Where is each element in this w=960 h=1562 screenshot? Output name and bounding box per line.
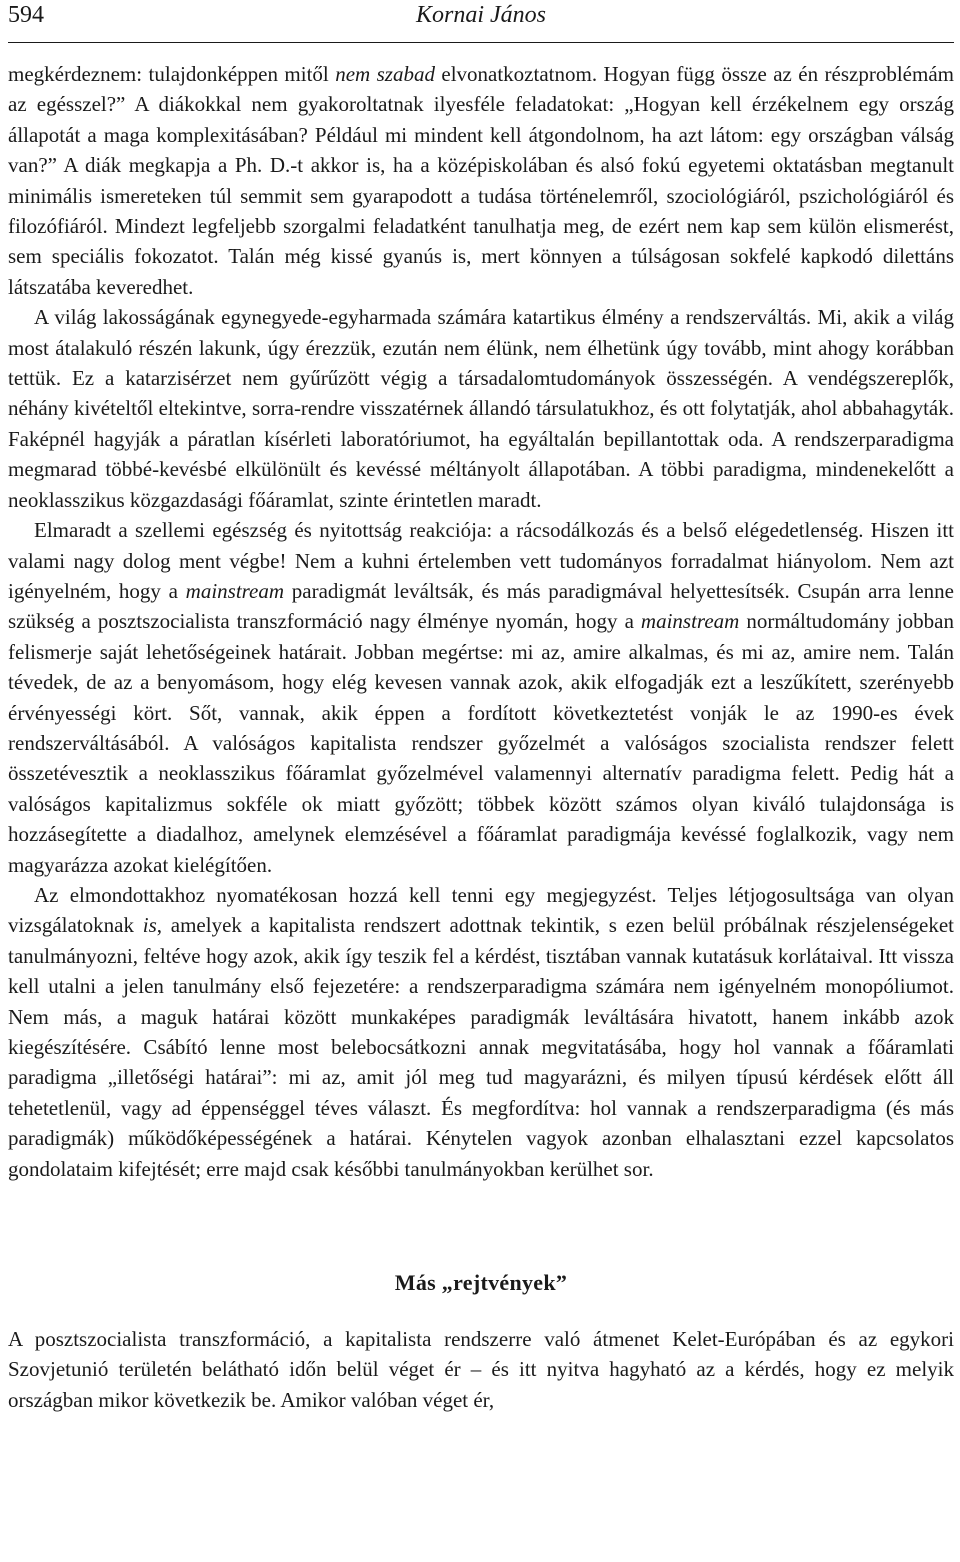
emphasis: nem szabad	[335, 62, 435, 86]
paragraph-4: Az elmondottakhoz nyomatékosan hozzá kell tenni egy megjegyzést. Teljes létjogosultsága van olyan vizsgálatoknak is, amelyek a kapitalista rendszert adottnak tekintik, s ezen belül próbálnak részjelenségeket tanulmányozni, feltéve hogy azok, akik így teszik fel a kérdést, tisztában vannak kutatásuk korlátaival. Itt vissza kell utalni a jelen tanulmány első fejezetére: a rendszerparadigma számára nem igényelném monopóliumot. Nem más, a maguk határai között munkaképes paradigmák leváltására hivatott, hanem inkább azok kiegészítésére. Csábító lenne most belebocsátkozni annak megvitatásába, hogy hol vannak a főáramlati paradigma „illetőségi határai”: mi az, amit jól meg tud magyarázni, és milyen típusú kérdések előtt áll tehetetlenül, vagy ad éppenséggel téves választ. És megfordítva: hol vannak a rendszerparadigma (és más paradigmák) működőképességének a határai. Kénytelen vagyok azonban elhalasztani ezzel kapcsolatos gondolataim kifejtését; erre majd csak későbbi tanulmányokban kerülhet sor.	[8, 882, 954, 1181]
emphasis: mainstream	[185, 578, 285, 603]
paragraph-3: Elmaradt a szellemi egészség és nyitottság reakciója: a rácsodálkozás és a belső elégedetlenség. Hiszen itt valami nagy dolog ment végbe! Nem a kuhni értelemben vett tudományos forradalmat hiányolom. Nem azt igényelném, hogy a mainstream paradigmát leváltsák, és más paradigmával helyettesítsék. Csupán arra lenne szükség a posztszocialista transzformáció nagy élménye nyomán, hogy a mainstream normáltudomány jobban felismerje saját lehetőségeinek határait. Jobban megértse: mi az, amire alkalmas, és mi az, amire nem. Talán tévedek, de az a benyomásom, hogy elég kevesen vannak azok, akik elfogadják ezt a leszűkített, szerényebb érvényességi kört. Sőt, vannak, akik éppen a fordított következtetést vonják le az 1990-es évek rendszerváltásából. A valóságos kapitalista rendszer győzelmét a valóságos szocialista rendszer felett összetévesztik a neoklasszikus főáramlat győzelmével valamennyi alternatív paradigma felett. Pedig hát a valóságos kapitalizmus sokféle ok miatt győzött; többek között számos olyan kiváló tulajdonsága is hozzásegítette a diadalhoz, amelynek elemzésével a főáramlat paradigmája kevéssé foglalkozik, vagy nem magyarázza azokat kielégítően.	[8, 518, 954, 877]
running-head-author: Kornai János	[415, 2, 546, 28]
page-header	[8, 0, 954, 43]
emphasis: mainstream	[640, 609, 740, 634]
page-number: 594	[8, 2, 44, 28]
body-text	[8, 59, 954, 1415]
emphasis: is	[142, 913, 157, 938]
paragraph-1: megkérdeznem: tulajdonképpen mitől nem szabad elvonatkoztatnom. Hogyan függ össze az én részproblémám az egésszel?” A diákokkal nem gyakoroltatnak ilyesféle feladatokat: „Hogyan kell érzékelnem egy ország állapotát a maga komplexitásában? Például mi mindent kell átgondolnom, ha azt látom: egy országban válság van?” A diák megkapja a Ph. D.-t akkor is, ha a középiskolában és alsó fokú egyetemi oktatásban megtanult minimális ismereteken túl semmit sem gyarapodott a tudása történelemről, szociológiáról, pszichológiáról és filozófiáról. Mindezt legfeljebb szorgalmi feladatként tanulhatja meg, de ezért nem kap sem külön elismerést, sem speciális fokozatot. Talán még kissé gyanús is, mert könnyen a túlságosan sokfelé kapkodó dilettáns látszatába keveredhet.	[8, 62, 954, 299]
section-paragraph-1: A posztszocialista transzformáció, a kapitalista rendszerre való átmenet Kelet-Európában és az egykori Szovjetunió területén belátható időn belül véget ér – és itt nyitva hagyható az a kérdés, hogy ez melyik országban mikor következik be. Amikor valóban véget ér,	[8, 1327, 954, 1412]
section-heading: Más „rejtvények”	[394, 1270, 568, 1296]
paragraph-2: A világ lakosságának egynegyede-egyharmada számára katartikus élmény a rendszerváltás. Mi, akik a világ most átalakuló részén lakunk, úgy érezzük, ezután nem élünk, nem élhetünk úgy tovább, mint ahogy korábban tettük. Ez a katarzisérzet nem gyűrűzött végig a társadalomtudományok összességén. A vendégszereplők, néhány kivételtől eltekintve, sorra-rendre visszatérnek állandó társulatukhoz, és ott folytatják, ahol abbahagyták. Faképnél hagyják a páratlan kísérleti laboratóriumot, ha egyáltalán bepillantottak oda. A rendszerparadigma megmarad többé-kevésbé elkülönült és kevéssé méltányolt állapotában. A többi paradigma, mindenekelőtt a neoklasszikus közgazdasági főáramlat, szinte érintetlen maradt.	[8, 305, 954, 512]
